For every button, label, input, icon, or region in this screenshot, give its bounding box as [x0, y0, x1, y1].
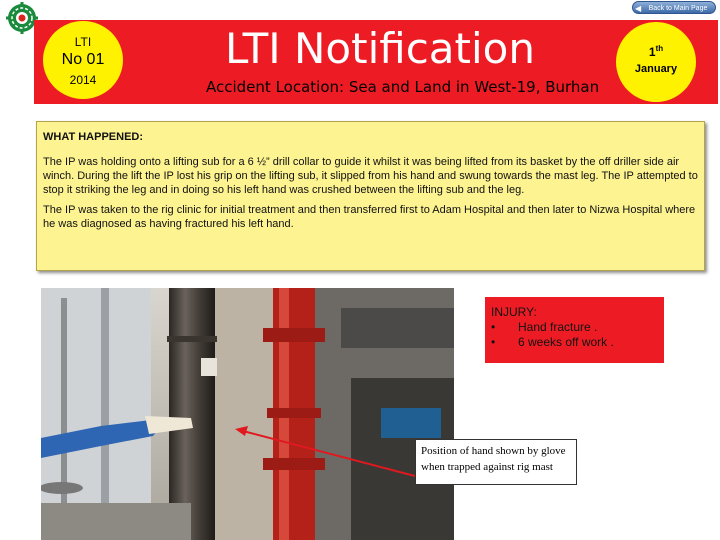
lti-number-badge	[43, 21, 123, 99]
lti-badge-year: 2014	[69, 73, 97, 87]
date-suffix: th	[655, 44, 664, 53]
lti-badge-number: No 01	[61, 51, 105, 68]
back-to-main-page-button[interactable]	[632, 1, 716, 14]
date-day: 1	[648, 45, 656, 59]
injury-item: • 6 weeks off work .	[491, 335, 614, 349]
injury-item-text: Hand fracture .	[518, 320, 598, 334]
what-happened-paragraph-2: The IP was taken to the rig clinic for initial treatment and then transferred first to Adam Hospital and then later to Nizwa Hospital where he was diagnosed as having fractured his left hand.	[43, 204, 696, 230]
date-month: January	[634, 63, 678, 75]
date-badge	[616, 22, 696, 102]
injury-item-text: 6 weeks off work .	[518, 335, 614, 349]
injury-heading: INJURY:	[491, 305, 537, 319]
back-arrow-icon: ◀	[635, 4, 642, 13]
back-button-label: Back to Main Page	[648, 5, 708, 12]
page-title: LTI Notification	[225, 24, 535, 73]
accident-location: Accident Location: Sea and Land in West-19, Burhan	[206, 78, 600, 96]
lti-badge-label: LTI	[74, 35, 92, 49]
incident-photo	[41, 288, 454, 540]
injury-item: • Hand fracture .	[491, 320, 598, 334]
what-happened-paragraph-1: The IP was holding onto a lifting sub for a 6 ½” drill collar to guide it whilst it was being lifted from its basket by the off driller side air winch. During the lift the IP lost his grip on the lifting sub, it slipped from his hand and swung towards the mast leg. The IP attempted to stop it striking the leg and in doing so his left hand was crushed between the lifting sub and the leg.	[43, 156, 698, 196]
what-happened-heading: WHAT HAPPENED:	[43, 131, 144, 143]
injury-box	[485, 297, 664, 363]
what-happened-box	[36, 121, 705, 271]
photo-caption: Position of hand shown by glove when trapped against rig mast	[415, 439, 577, 485]
